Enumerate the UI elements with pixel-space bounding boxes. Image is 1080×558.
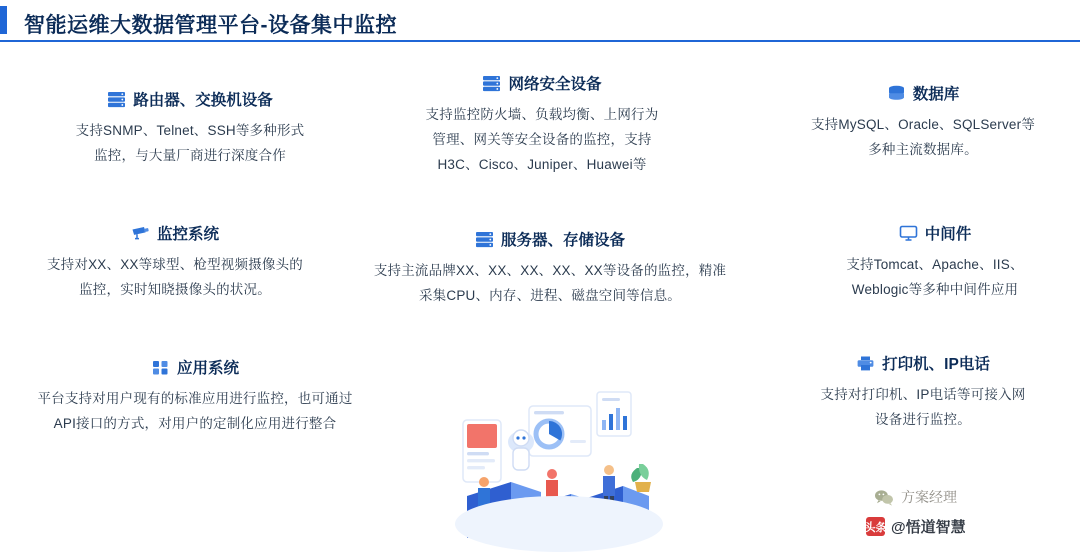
block-application-system bbox=[0, 356, 390, 437]
block-header bbox=[0, 356, 390, 378]
block-line: 支持Tomcat、Apache、IIS、 bbox=[846, 257, 1024, 272]
block-header bbox=[382, 72, 702, 94]
block-header bbox=[778, 82, 1068, 104]
block-title: 网络安全设备 bbox=[508, 76, 602, 93]
printer-icon bbox=[856, 355, 875, 372]
block-body bbox=[778, 383, 1068, 433]
block-router-switch bbox=[40, 88, 340, 169]
block-header bbox=[350, 228, 750, 250]
block-line: 支持对打印机、IP电话等可接入网 bbox=[820, 387, 1026, 402]
block-body bbox=[0, 387, 390, 437]
block-line: 监控，实时知晓摄像头的状况。 bbox=[79, 281, 271, 297]
grid-apps-icon bbox=[151, 359, 170, 376]
block-server-storage bbox=[350, 228, 750, 309]
block-title: 中间件 bbox=[924, 226, 972, 243]
block-body bbox=[0, 253, 350, 303]
illustration-ground-ellipse bbox=[455, 496, 663, 552]
block-header bbox=[778, 352, 1068, 374]
server-rack-icon bbox=[107, 91, 126, 108]
block-body bbox=[778, 113, 1068, 163]
block-line: 监控，与大量厂商进行深度合作 bbox=[94, 147, 286, 163]
block-monitor-system bbox=[0, 222, 350, 303]
block-title: 打印机、IP电话 bbox=[882, 356, 990, 373]
database-icon bbox=[887, 85, 906, 102]
block-line: 设备进行监控。 bbox=[875, 411, 971, 427]
block-network-security bbox=[382, 72, 702, 178]
watermark-toutiao bbox=[866, 516, 966, 537]
block-line: H3C、Cisco、Juniper、Huawei等 bbox=[437, 156, 647, 172]
block-middleware bbox=[800, 222, 1070, 303]
block-line: 支持主流品牌XX、XX、XX、XX、XX等设备的监控，精准 bbox=[373, 263, 727, 278]
wechat-icon bbox=[874, 489, 894, 506]
block-title: 应用系统 bbox=[176, 360, 239, 377]
header-accent-bar bbox=[0, 6, 7, 34]
block-line: 支持对XX、XX等球型、枪型视频摄像头的 bbox=[46, 257, 304, 272]
block-line: API接口的方式，对用户的定制化应用进行整合 bbox=[53, 415, 337, 431]
block-line: 平台支持对用户现有的标准应用进行监控，也可通过 bbox=[37, 391, 353, 406]
block-line: 支持监控防火墙、负载均衡、上网行为 bbox=[425, 107, 659, 122]
block-title: 监控系统 bbox=[156, 226, 219, 243]
camera-icon bbox=[131, 225, 150, 242]
block-body bbox=[800, 253, 1070, 303]
block-printer-ipphone bbox=[778, 352, 1068, 433]
block-line: 采集CPU、内存、进程、磁盘空间等信息。 bbox=[418, 287, 681, 303]
watermark-toutiao-text: @悟道智慧 bbox=[891, 519, 966, 536]
block-title: 路由器、交换机设备 bbox=[133, 92, 273, 109]
block-line: 管理、网关等安全设备的监控，支持 bbox=[432, 131, 652, 147]
block-header bbox=[40, 88, 340, 110]
block-line: 支持MySQL、Oracle、SQLServer等 bbox=[810, 117, 1036, 132]
monitor-icon bbox=[899, 225, 918, 242]
block-header bbox=[800, 222, 1070, 244]
block-line: 支持SNMP、Telnet、SSH等多种形式 bbox=[75, 123, 305, 138]
block-title: 数据库 bbox=[912, 86, 960, 103]
block-line: 多种主流数据库。 bbox=[868, 141, 978, 157]
page-title: 智能运维大数据管理平台-设备集中监控 bbox=[24, 14, 397, 37]
block-body bbox=[350, 259, 750, 309]
block-header bbox=[0, 222, 350, 244]
block-body bbox=[382, 103, 702, 178]
slide-header bbox=[0, 0, 1080, 42]
server-rack-icon bbox=[482, 75, 501, 92]
server-rack-icon bbox=[475, 231, 494, 248]
watermark-account-text: 方案经理 bbox=[901, 489, 957, 505]
block-line: Weblogic等多种中间件应用 bbox=[851, 281, 1019, 297]
isometric-illustration bbox=[437, 378, 672, 553]
block-body bbox=[40, 119, 340, 169]
block-title: 服务器、存储设备 bbox=[500, 232, 625, 249]
toutiao-logo-icon: 头条 bbox=[866, 517, 885, 536]
block-database bbox=[778, 82, 1068, 163]
header-divider bbox=[0, 40, 1080, 42]
watermark-account bbox=[874, 487, 957, 507]
